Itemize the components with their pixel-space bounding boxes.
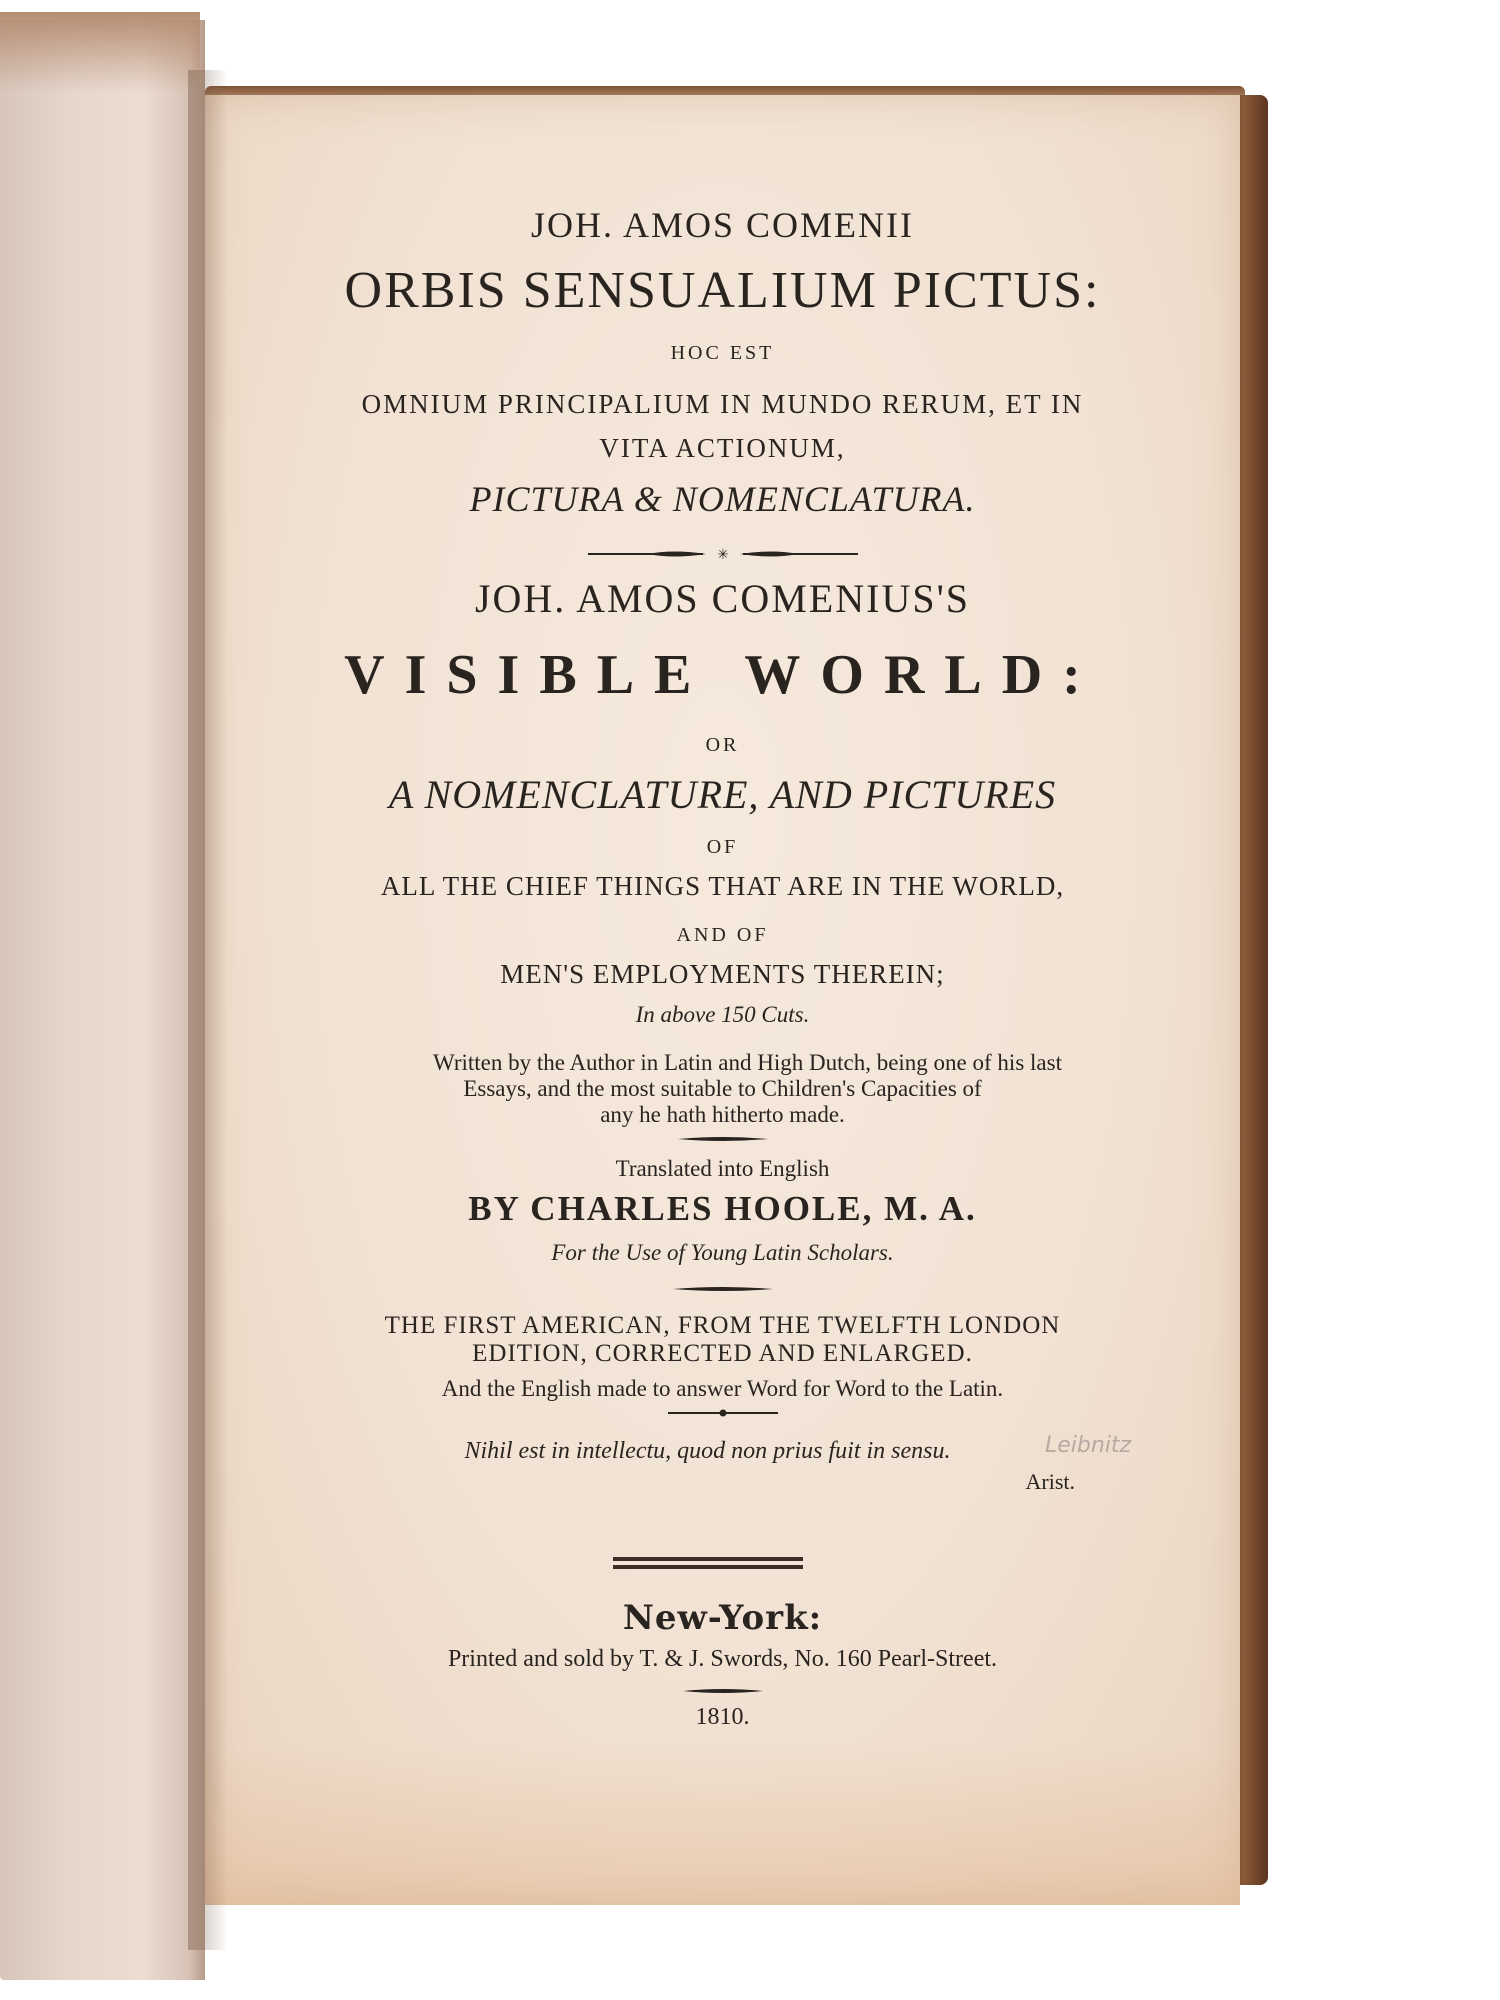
ornament-rule-1 [205,547,1240,561]
subtitle-english-line-1: A NOMENCLATURE, AND PICTURES [388,772,1057,817]
description-line-2: Essays, and the most suitable to Children's Capacities of [463,1076,982,1101]
translator-name: BY CHARLES HOOLE, M. A. [468,1189,977,1228]
english-note: And the English made to answer Word for Word to the Latin. [441,1376,1004,1401]
description-line-1: Written by the Author in Latin and High Dutch, being one of his last [433,1050,1062,1075]
audience-note: For the Use of Young Latin Scholars. [551,1240,894,1265]
hoc-est: HOC EST [670,342,775,364]
subtitle-english-line-2: ALL THE CHIEF THINGS THAT ARE IN THE WORLD, [380,871,1065,901]
ornament-rule-5 [205,1687,1240,1695]
and-of-label: AND OF [676,924,769,946]
gutter-shadow [188,70,228,1950]
page-foxing [205,1745,1240,1905]
cuts-note: In above 150 Cuts. [635,1002,810,1027]
svg-text:✳: ✳ [716,547,729,561]
edition-line-1: THE FIRST AMERICAN, FROM THE TWELFTH LONDON [384,1312,1061,1339]
subtitle-latin-line-2: VITA ACTIONUM, [599,433,846,463]
edition-line-2: EDITION, CORRECTED AND ENLARGED. [472,1340,973,1367]
title-page [205,95,1240,1905]
author-english: JOH. AMOS COMENIUS'S [474,576,971,621]
or-label: OR [705,734,740,756]
of-label: OF [706,836,739,858]
imprint-year: 1810. [695,1704,750,1730]
left-endpaper [0,20,205,1980]
ornament-rule-3 [205,1285,1240,1293]
description-line-3: any he hath hitherto made. [600,1102,845,1127]
imprint-place: New-York: [622,1598,823,1638]
title-latin: ORBIS SENSUALIUM PICTUS: [344,262,1101,319]
subtitle-english-line-3: MEN'S EMPLOYMENTS THEREIN; [500,959,945,989]
motto: Nihil est in intellectu, quod non prius fuit in sensu. [464,1438,951,1464]
author-latin: JOH. AMOS COMENII [530,205,915,245]
left-board-edge [0,12,200,92]
ornament-rule-4 [205,1408,1240,1418]
translated-note: Translated into English [615,1156,830,1181]
subtitle-latin-line-3: PICTURA & NOMENCLATURA. [469,479,976,519]
pencil-annotation: Leibnitz [1045,1433,1132,1458]
double-rule [613,1557,803,1573]
ornament-rule-2 [205,1135,1240,1143]
motto-attribution: Arist. [1025,1469,1075,1494]
title-english: VISIBLE WORLD: [344,644,1101,706]
imprint-printer: Printed and sold by T. & J. Swords, No. 160 Pearl-Street. [447,1646,998,1672]
subtitle-latin-line-1: OMNIUM PRINCIPALIUM IN MUNDO RERUM, ET IN [361,389,1084,419]
